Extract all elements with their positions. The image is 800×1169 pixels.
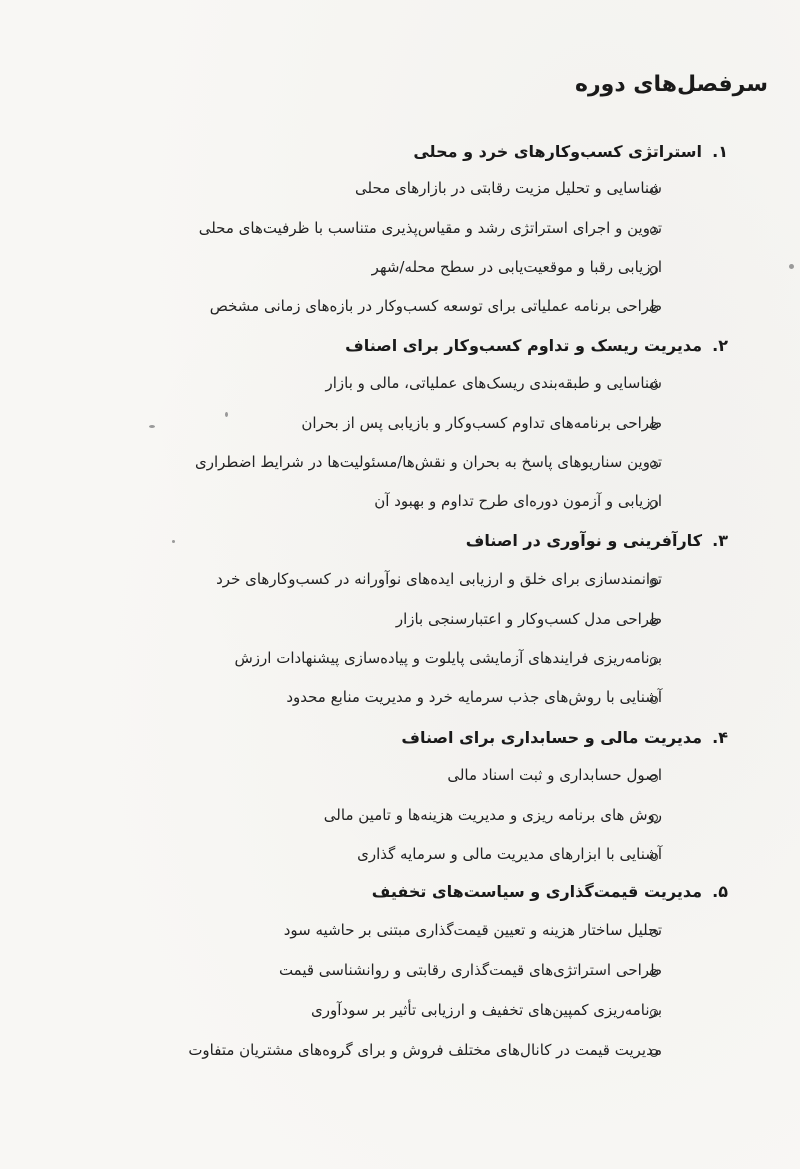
- section-heading-2: [345, 336, 728, 355]
- scan-speck: [789, 264, 794, 269]
- scan-speck: [225, 412, 228, 417]
- scan-speck: [172, 540, 175, 543]
- section-heading-4: [401, 728, 728, 747]
- list-item-1-4: طراحی برنامه عملیاتی برای توسعه کسب‌وکار در بازه‌های زمانی مشخص: [209, 297, 662, 315]
- section-title-4: مدیریت مالی و حسابداری برای اصناف: [401, 728, 702, 747]
- list-item-4-1: اصول حسابداری و ثبت اسناد مالی: [447, 766, 662, 784]
- list-item-2-4: ارزیابی و آزمون دوره‌ای طرح تداوم و بهبود آن: [374, 492, 662, 510]
- list-item-4-3: آشنایی با ابزارهای مدیریت مالی و سرمایه گذاری: [357, 845, 662, 863]
- section-title-1: استراتژی کسب‌وکارهای خرد و محلی: [413, 142, 702, 161]
- list-item-2-3: تدوین سناریوهای پاسخ به بحران و نقش‌ها/مسئولیت‌ها در شرایط اضطراری: [194, 453, 662, 471]
- section-heading-1: [413, 142, 728, 161]
- list-item-5-3: برنامه‌ریزی کمپین‌های تخفیف و ارزیابی تأثیر بر سودآوری: [311, 1001, 662, 1019]
- list-item-1-1: شناسایی و تحلیل مزیت رقابتی در بازارهای محلی: [355, 179, 662, 197]
- list-item-5-4: مدیریت قیمت در کانال‌های مختلف فروش و برای گروه‌های مشتریان متفاوت: [188, 1041, 662, 1059]
- section-number-2: ۲.: [712, 336, 728, 355]
- section-number-5: ۵.: [712, 882, 728, 901]
- list-item-5-1: تحلیل ساختار هزینه و تعیین قیمت‌گذاری مبتنی بر حاشیه سود: [283, 921, 662, 939]
- list-item-3-2: طراحی مدل کسب‌وکار و اعتبارسنجی بازار: [395, 610, 662, 628]
- list-item-2-1: شناسایی و طبقه‌بندی ریسک‌های عملیاتی، مالی و بازار: [325, 374, 662, 392]
- section-number-3: ۳.: [712, 531, 728, 550]
- list-item-2-2: طراحی برنامه‌های تداوم کسب‌وکار و بازیابی پس از بحران: [301, 414, 662, 432]
- list-item-3-3: برنامه‌ریزی فرایندهای آزمایشی پایلوت و پیاده‌سازی پیشنهادات ارزش: [234, 649, 662, 667]
- list-item-1-3: ارزیابی رقبا و موقعیت‌یابی در سطح محله/شهر: [371, 258, 662, 276]
- section-number-4: ۴.: [712, 728, 728, 747]
- page-title: سرفصل‌های دوره: [575, 72, 768, 97]
- section-heading-3: [466, 531, 728, 550]
- section-number-1: ۱.: [712, 142, 728, 161]
- list-item-4-2: روش های برنامه ریزی و مدیریت هزینه‌ها و تامین مالی: [323, 806, 662, 824]
- scan-speck: [149, 425, 155, 428]
- section-heading-5: [372, 882, 728, 901]
- list-item-5-2: طراحی استراتژی‌های قیمت‌گذاری رقابتی و روانشناسی قیمت: [278, 961, 662, 979]
- list-item-3-4: آشنایی با روش‌های جذب سرمایه خرد و مدیریت منابع محدود: [286, 688, 662, 706]
- section-title-3: کارآفرینی و نوآوری در اصناف: [465, 531, 702, 550]
- section-title-2: مدیریت ریسک و تداوم کسب‌وکار برای اصناف: [345, 336, 702, 355]
- list-item-1-2: تدوین و اجرای استراتژی رشد و مقیاس‌پذیری متناسب با ظرفیت‌های محلی: [198, 219, 662, 237]
- list-item-3-1: توانمندسازی برای خلق و ارزیابی ایده‌های نوآورانه در کسب‌وکارهای خرد: [216, 570, 662, 588]
- section-title-5: مدیریت قیمت‌گذاری و سیاست‌های تخفیف: [371, 882, 702, 901]
